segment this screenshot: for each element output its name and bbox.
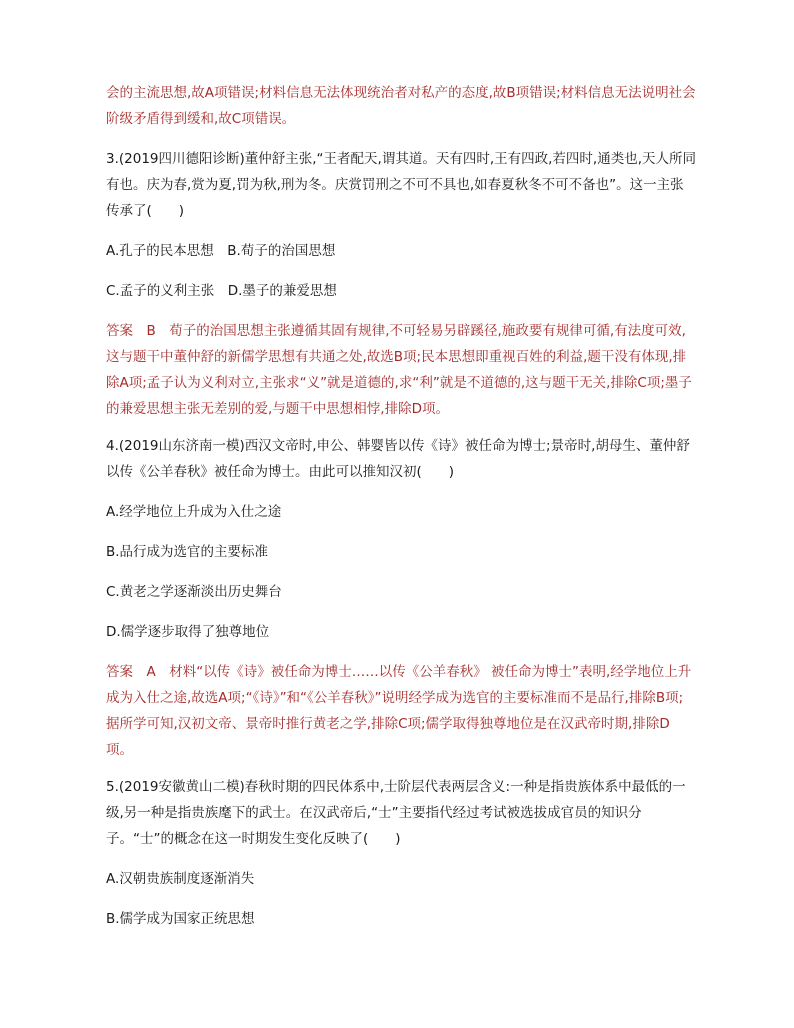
previous-answer-tail: 会的主流思想,故A项错误;材料信息无法体现统治者对私产的态度,故B项错误;材料信息无法说明社会阶级矛盾得到缓和,故C项错误。 [106,85,696,127]
question-3-stem: 3.(2019四川德阳诊断)董仲舒主张,“王者配天,谓其道。天有四时,王有四政,若四时,通类也,天人所同有也。庆为春,赏为夏,罚为秋,刑为冬。庆赏罚刑之不可不具也,如春夏秋冬不可不备也”。这一主张传承了( ) [106,151,697,219]
question-5-option-a: A.汉朝贵族制度逐渐消失 [106,871,255,887]
question-4-stem: 4.(2019山东济南一模)西汉文帝时,申公、韩婴皆以传《诗》被任命为博士;景帝时,胡母生、董仲舒以传《公羊春秋》被任命为博士。由此可以推知汉初( ) [106,438,690,480]
question-4-option-d: D.儒学逐步取得了独尊地位 [106,624,270,640]
question-3-options-ab: A.孔子的民本思想 B.荀子的治国思想 [106,243,336,259]
question-3-answer: 答案 B 荀子的治国思想主张遵循其固有规律,不可轻易另辟蹊径,施政要有规律可循,有法度可效,这与题干中董仲舒的新儒学思想有共通之处,故选B项;民本思想即重视百姓的利益,题干没有体现,排除A项;孟子认为义利对立,主张求“义”就是道德的,求“利”就是不道德的,这与题干无关,排除C项;墨子的兼爱思想主张无差别的爱,与题干中思想相悖,排除D项。 [106,323,692,417]
question-4-answer: 答案 A 材料“以传《诗》被任命为博士……以传《公羊春秋》 被任命为博士”表明,经学地位上升成为入仕之途,故选A项;“《诗》”和“《公羊春秋》”说明经学成为选官的主要标准而不是品行,排除B项;据所学可知,汉初文帝、景帝时推行黄老之学,排除C项;儒学取得独尊地位是在汉武帝时期,排除D项。 [106,664,692,758]
question-5-option-b: B.儒学成为国家正统思想 [106,911,255,927]
question-5-stem: 5.(2019安徽黄山二模)春秋时期的四民体系中,士阶层代表两层含义:一种是指贵族体系中最低的一级,另一种是指贵族麾下的武士。在汉武帝后,“士”主要指代经过考试被选拔成官员的知识分子。“士”的概念在这一时期发生变化反映了( ) [106,779,686,847]
question-4-option-b: B.品行成为选官的主要标准 [106,544,269,560]
question-3-options-cd: C.孟子的义利主张 D.墨子的兼爱思想 [106,283,337,299]
question-4-option-a: A.经学地位上升成为入仕之途 [106,504,282,520]
document-page [106,80,696,932]
question-4-option-c: C.黄老之学逐渐淡出历史舞台 [106,584,282,600]
